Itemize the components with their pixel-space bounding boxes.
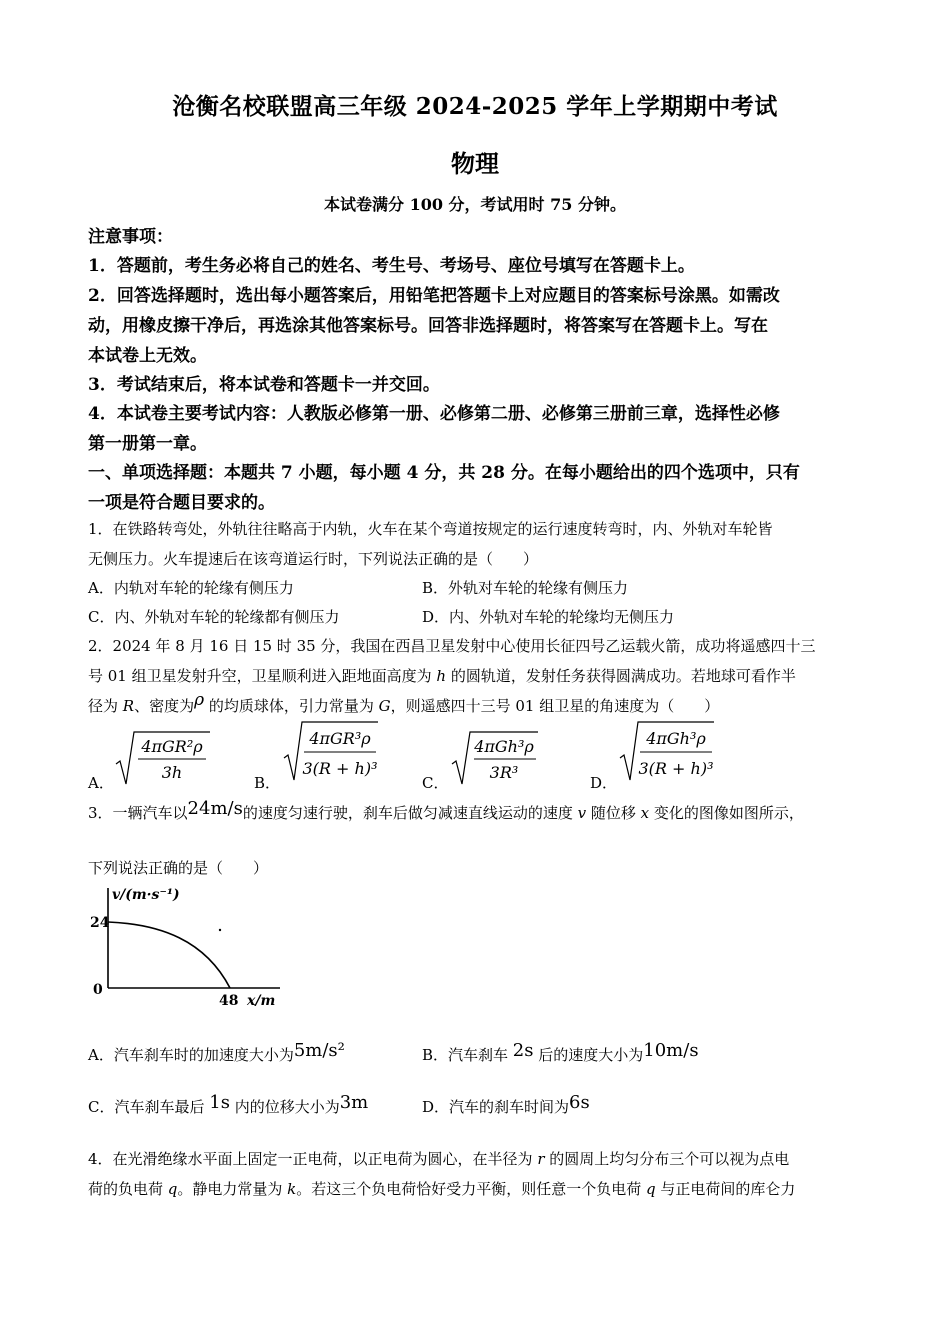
text-run: 的圆周上均匀分布三个可以视为点电 bbox=[544, 1150, 790, 1168]
text-run: 的速度匀速行驶，刹车后做匀减速直线运动的速度 bbox=[242, 804, 578, 822]
text-run: 变化的图像如图所示， bbox=[649, 804, 804, 822]
origin-label: 0 bbox=[93, 982, 103, 998]
symbol-g: G bbox=[378, 697, 391, 715]
text-run: 径为 bbox=[88, 697, 123, 715]
text-run: A．汽车刹车时的加速度大小为 bbox=[88, 1046, 294, 1064]
question-3-text: 下列说法正确的是（ ） bbox=[88, 859, 269, 877]
question-1-text: 1．在铁路转弯处，外轨往往略高于内轨，火车在某个弯道按规定的运行速度转弯时，内、外轨对车轮皆 bbox=[88, 520, 773, 538]
q1-option-b: B．外轨对车轮的轮缘有侧压力 bbox=[422, 579, 629, 597]
text-run: 随位移 bbox=[586, 804, 641, 822]
text-run: 号 01 组卫星发射升空，卫星顺利进入距地面高度为 bbox=[88, 667, 437, 685]
section-heading: 一、单项选择题：本题共 7 小题，每小题 4 分，共 28 分。在每小题给出的四个选项中，只有 bbox=[88, 463, 800, 483]
symbol-r-lower: r bbox=[537, 1150, 545, 1168]
notice-item: 动，用橡皮擦干净后，再选涂其他答案标号。回答非选择题时，将答案写在答题卡上。写在 bbox=[88, 316, 768, 336]
q2-option-c-label: C． bbox=[422, 774, 449, 792]
exam-title: 沧衡名校联盟高三年级 2024-2025 学年上学期期中考试 bbox=[172, 93, 778, 120]
notice-heading: 注意事项： bbox=[88, 227, 173, 247]
text-run: 。静电力常量为 bbox=[177, 1180, 288, 1198]
q1-option-d: D．内、外轨对车轮的轮缘均无侧压力 bbox=[422, 608, 675, 626]
symbol-r: R bbox=[122, 697, 135, 715]
symbol-h: h bbox=[436, 667, 447, 685]
notice-item: 3．考试结束后，将本试卷和答题卡一并交回。 bbox=[88, 375, 440, 395]
exam-note: 本试卷满分 100 分，考试用时 75 分钟。 bbox=[324, 195, 626, 214]
subject-title: 物理 bbox=[451, 149, 499, 178]
q1-option-c: C．内、外轨对车轮的轮缘都有侧压力 bbox=[88, 608, 340, 626]
velocity-curve bbox=[108, 922, 230, 988]
formula-numerator: 4πGR²ρ bbox=[141, 737, 203, 756]
question-3-text bbox=[88, 798, 868, 823]
math-value: 10m/s bbox=[643, 1040, 699, 1061]
formula-denominator: 3R³ bbox=[489, 763, 519, 782]
section-heading: 一项是符合题目要求的。 bbox=[88, 493, 275, 513]
symbol-v: v bbox=[577, 804, 587, 822]
velocity-displacement-graph bbox=[90, 880, 290, 1010]
formula-numerator: 4πGR³ρ bbox=[309, 729, 371, 748]
speed-value: 24m/s bbox=[187, 798, 243, 819]
formula-numerator: 4πGh³ρ bbox=[474, 737, 534, 756]
q2-option-a-label: A． bbox=[88, 774, 114, 792]
q2-option-c-formula bbox=[450, 728, 542, 792]
symbol-rho: ρ bbox=[194, 690, 205, 710]
text-run: 后的速度大小为 bbox=[533, 1046, 644, 1064]
math-value: 1s bbox=[209, 1092, 230, 1113]
q1-option-a: A．内轨对车轮的轮缘有侧压力 bbox=[88, 579, 294, 597]
q2-option-d-label: D． bbox=[590, 774, 618, 792]
q3-option-c bbox=[88, 1092, 369, 1117]
text-run: 内的位移大小为 bbox=[229, 1098, 340, 1116]
text-run: 的圆轨道，发射任务获得圆满成功。若地球可看作半 bbox=[446, 667, 796, 685]
question-4-text bbox=[88, 1178, 868, 1199]
formula-denominator: 3(R + h)³ bbox=[638, 759, 714, 778]
question-1-text: 无侧压力。火车提速后在该弯道运行时，下列说法正确的是（ ） bbox=[88, 550, 539, 568]
notice-item: 2．回答选择题时，选出每小题答案后，用铅笔把答题卡上对应题目的答案标号涂黑。如需改 bbox=[88, 286, 780, 306]
text-run: D．汽车的刹车时间为 bbox=[422, 1098, 570, 1116]
text-run: 与正电荷间的库仑力 bbox=[655, 1180, 796, 1198]
question-2-text bbox=[88, 690, 868, 716]
text-run: 4．在光滑绝缘水平面上固定一正电荷，以正电荷为圆心，在半径为 bbox=[88, 1150, 538, 1168]
text-run: 3．一辆汽车以 bbox=[88, 804, 188, 822]
q2-option-b-formula bbox=[282, 718, 382, 788]
text-run: B．汽车刹车 bbox=[422, 1046, 513, 1064]
question-2-text bbox=[88, 665, 868, 686]
question-4-text bbox=[88, 1148, 868, 1169]
math-value: 5m/s² bbox=[293, 1040, 345, 1061]
math-value: 3m bbox=[339, 1092, 369, 1113]
q2-option-b-label: B． bbox=[254, 774, 281, 792]
question-2-text: 2．2024 年 8 月 16 日 15 时 35 分，我国在西昌卫星发射中心使用长征四号乙运载火箭，成功将遥感四十三 bbox=[88, 637, 816, 655]
symbol-x: x bbox=[640, 804, 650, 822]
text-run: ，则遥感四十三号 01 组卫星的角速度为（ ） bbox=[390, 697, 720, 715]
text-run: 的均质球体，引力常量为 bbox=[204, 697, 379, 715]
notice-item: 第一册第一章。 bbox=[88, 434, 207, 454]
notice-item: 本试卷上无效。 bbox=[88, 346, 207, 366]
formula-denominator: 3h bbox=[161, 763, 183, 782]
symbol-q: q bbox=[167, 1180, 178, 1198]
y-axis-label: v/(m·s⁻¹) bbox=[112, 887, 180, 903]
x-axis-label: x/m bbox=[247, 993, 276, 1009]
x-tick-label: 48 bbox=[219, 993, 239, 1009]
text-run: 荷的负电荷 bbox=[88, 1180, 168, 1198]
q3-option-a bbox=[88, 1040, 345, 1065]
math-value: 6s bbox=[569, 1092, 590, 1113]
symbol-k: k bbox=[287, 1180, 297, 1198]
text-run: 。若这三个负电荷恰好受力平衡，则任意一个负电荷 bbox=[296, 1180, 647, 1198]
notice-item: 4．本试卷主要考试内容：人教版必修第一册、必修第二册、必修第三册前三章，选择性必修 bbox=[88, 404, 780, 424]
text-run: C．汽车刹车最后 bbox=[88, 1098, 210, 1116]
formula-numerator: 4πGh³ρ bbox=[646, 729, 706, 748]
q3-option-d bbox=[422, 1092, 590, 1117]
q3-option-b bbox=[422, 1040, 699, 1065]
y-tick-label: 24 bbox=[90, 915, 110, 931]
math-value: 2s bbox=[512, 1040, 534, 1061]
symbol-q: q bbox=[646, 1180, 656, 1198]
stray-dot bbox=[219, 929, 221, 931]
formula-denominator: 3(R + h)³ bbox=[302, 759, 378, 778]
text-run: 、密度为 bbox=[134, 697, 195, 715]
q2-option-d-formula bbox=[618, 718, 718, 788]
q2-option-a-formula bbox=[114, 728, 214, 792]
notice-item: 1．答题前，考生务必将自己的姓名、考生号、考场号、座位号填写在答题卡上。 bbox=[88, 256, 695, 276]
